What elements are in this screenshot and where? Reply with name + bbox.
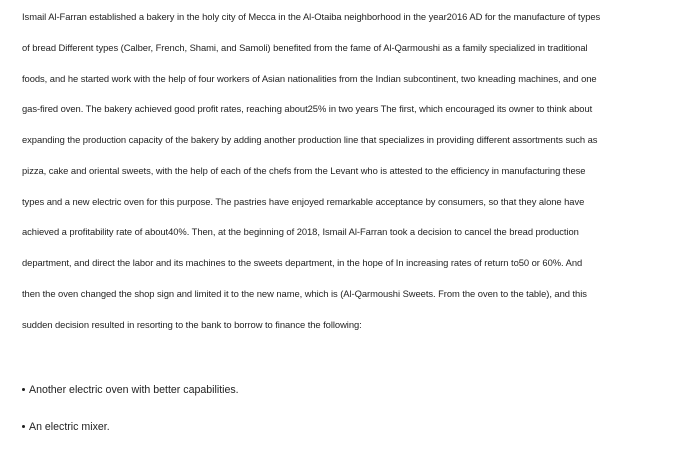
paragraph-line: Ismail Al-Farran established a bakery in the holy city of Mecca in the Al-Otaiba neighborhood in the year2016 AD for the manufacture of types [22,11,601,22]
list-item-text: Another electric oven with better capabilities. [29,384,239,396]
paragraph-line: pizza, cake and oriental sweets, with the help of each of the chefs from the Levant who is attested to the efficiency in manufacturing these [22,165,586,176]
paragraph-line: foods, and he started work with the help of four workers of Asian nationalities from the Indian subcontinent, two kneading machines, and one [22,73,597,84]
paragraph-line: sudden decision resulted in resorting to the bank to borrow to finance the following: [22,319,362,330]
paragraph-line: of bread Different types (Calber, French, Shami, and Samoli) benefited from the fame of Al-Qarmoushi as a family specialized in traditional [22,42,588,53]
bullet-dot-icon [22,425,25,428]
paragraph-line: department, and direct the labor and its machines to the sweets department, in the hope of In increasing rates of return to50 or 60%. And [22,257,583,268]
bullet-dot-icon [22,388,25,391]
paragraph-line: achieved a profitability rate of about40%. Then, at the beginning of 2018, Ismail Al-Farran took a decision to cancel the bread production [22,226,579,237]
paragraph-line: expanding the production capacity of the bakery by adding another production line that specializes in providing different assortments such as [22,134,598,145]
paragraph-line: types and a new electric oven for this purpose. The pastries have enjoyed remarkable acceptance by consumers, so that they alone have [22,196,585,207]
list-item [22,421,110,434]
paragraph-line: gas-fired oven. The bakery achieved good profit rates, reaching about25% in two years The first, which encouraged its owner to think about [22,103,593,114]
list-item-text: An electric mixer. [29,421,110,433]
list-item [22,384,239,397]
paragraph-line: then the oven changed the shop sign and limited it to the new name, which is (Al-Qarmoushi Sweets. From the oven to the table), and this [22,288,587,299]
